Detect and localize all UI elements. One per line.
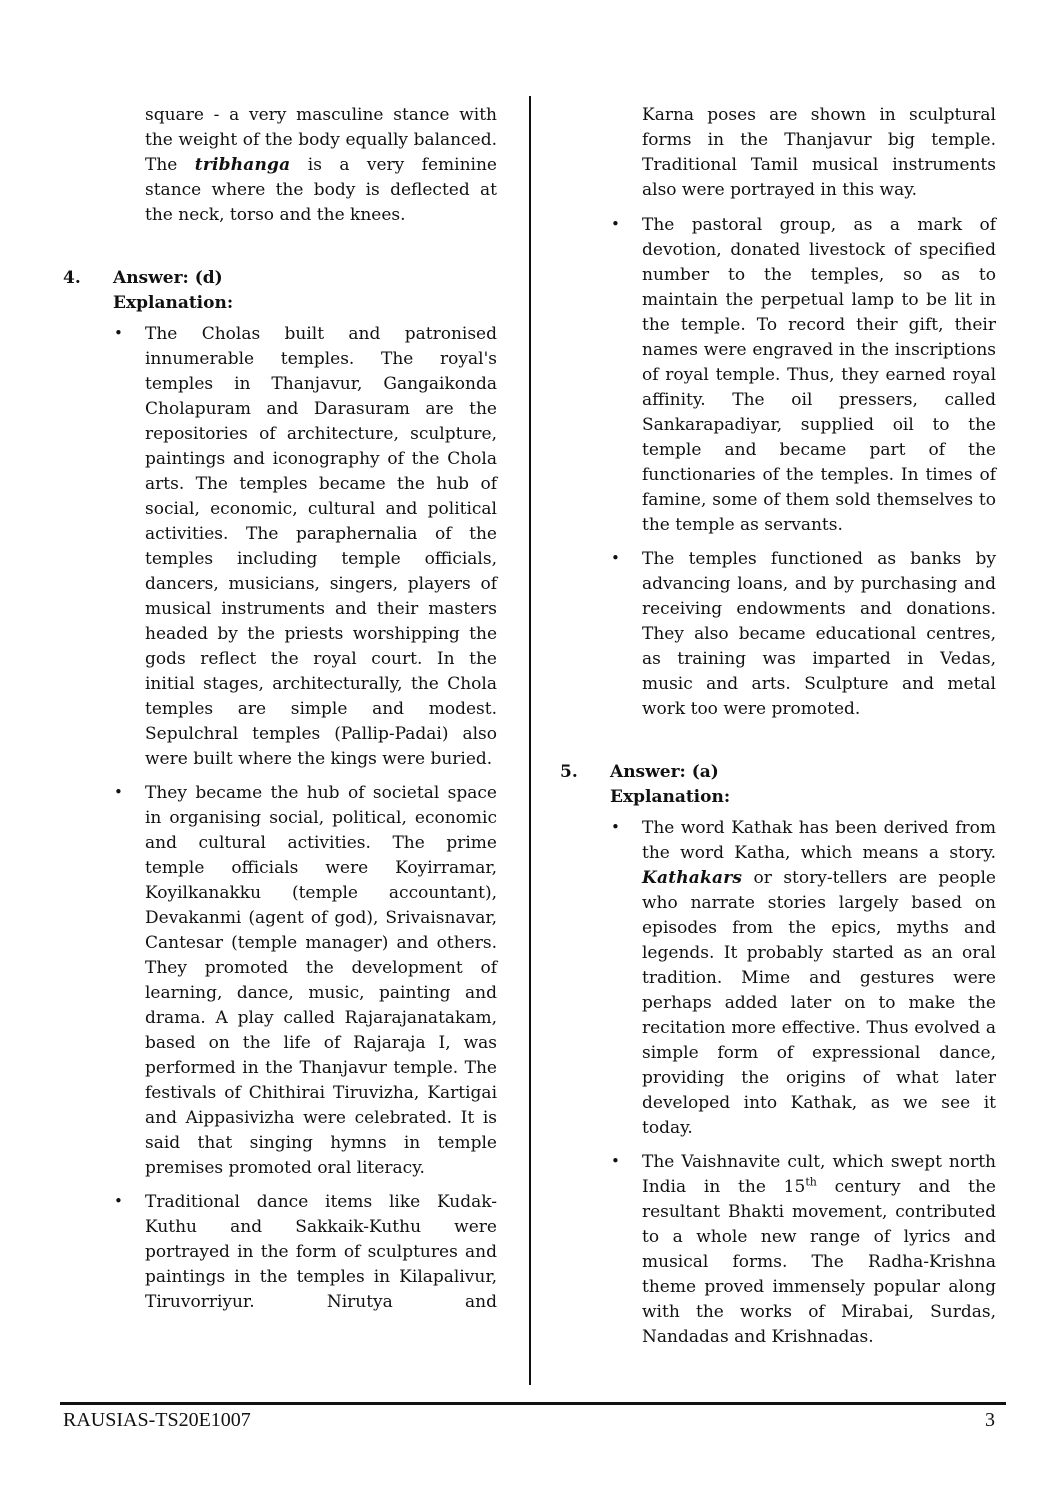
bullet-icon: • xyxy=(611,1152,620,1170)
continuation-paragraph: square - a very masculine stance with the weight of the body equally balanced. The tribhanga is a very feminine stance where the body is deflected at the neck, torso and the knees. xyxy=(145,105,497,225)
bullet-icon: • xyxy=(114,324,123,342)
left-column xyxy=(63,103,497,1315)
answer-label: Answer: (a) xyxy=(610,762,719,782)
answer-4-bullets xyxy=(63,322,497,1315)
bullet-text: The word Kathak has been derived from the word Katha, which means a story. Kathakars or story-tellers are people who narrate stories largely based on episodes from the epics, myths and legends. It probably started as an oral tradition. Mime and gestures were perhaps added later on to make the recitation more effective. Thus evolved a simple form of expressional dance, providing the origins of what later developed into Kathak, as we see it today. xyxy=(642,818,996,1138)
bullet-text: The pastoral group, as a mark of devotion, donated livestock of specified number to the temples, so as to maintain the perpetual lamp to be lit in the temple. To record their gift, their names were engraved in the inscriptions of royal temple. Thus, they earned royal affinity. The oil pressers, called Sankarapadiyar, supplied oil to the temple and became part of the functionaries of the temples. In times of famine, some of them sold themselves to the temple as servants. xyxy=(642,215,996,535)
footer-rule xyxy=(60,1402,1006,1405)
answer-5-bullets xyxy=(560,816,996,1350)
list-item xyxy=(560,816,996,1141)
bullet-icon: • xyxy=(114,1192,123,1210)
bullet-text: Traditional dance items like Kudak-Kuthu and Sakkaik-Kuthu were portrayed in the form of sculptures and paintings in the temples in Kilapalivur, Tiruvorriyur. Nirutya and xyxy=(145,1192,497,1312)
list-item xyxy=(63,1190,497,1315)
bullet-text: The temples functioned as banks by advancing loans, and by purchasing and receiving endowments and donations. They also became educational centres, as training was imparted in Vedas, music and arts. Sculpture and metal work too were promoted. xyxy=(642,549,996,719)
bullet-icon: • xyxy=(611,215,620,233)
bullet-text: They became the hub of societal space in organising social, political, economic and cultural activities. The prime temple officials were Koyirramar, Koyilkanakku (temple accountant), Devakanmi (agent of god), Srivaisnavar, Cantesar (temple manager) and others. They promoted the development of learning, dance, music, painting and drama. A play called Rajarajanatakam, based on the life of Rajaraja I, was performed in the Thanjavur temple. The festivals of Chithirai Tiruvizha, Kartigai and Aippasivizha were celebrated. It is said that singing hymns in temple premises promoted oral literacy. xyxy=(145,783,497,1178)
right-column xyxy=(560,103,996,1350)
continuation-paragraph: Karna poses are shown in sculptural forms in the Thanjavur big temple. Traditional Tamil musical instruments also were portrayed in this way. xyxy=(642,105,996,200)
explanation-label: Explanation: xyxy=(610,787,731,807)
footer-page-number: 3 xyxy=(985,1409,995,1431)
question-number: 5. xyxy=(560,762,578,782)
page-footer xyxy=(63,1408,995,1432)
bullet-icon: • xyxy=(114,783,123,801)
explanation-label: Explanation: xyxy=(113,293,234,313)
bullet-text: The Cholas built and patronised innumerable temples. The royal's temples in Thanjavur, Gangaikonda Cholapuram and Darasuram are the repositories of architecture, sculpture, paintings and iconography of the Chola arts. The temples became the hub of social, economic, cultural and political activities. The paraphernalia of the temples including temple officials, dancers, musicians, singers, players of musical instruments and their masters headed by the priests worshipping the gods reflect the royal court. In the initial stages, architecturally, the Chola temples are simple and modest. Sepulchral temples (Pallip-Padai) also were built where the kings were buried. xyxy=(145,324,497,769)
column-divider-line xyxy=(529,96,531,1385)
footer-document-code: RAUSIAS-TS20E1007 xyxy=(63,1409,251,1431)
list-item xyxy=(63,781,497,1181)
answer-label: Answer: (d) xyxy=(113,268,223,288)
bullet-icon: • xyxy=(611,549,620,567)
list-item xyxy=(63,322,497,772)
list-item xyxy=(560,547,996,722)
list-item xyxy=(560,213,996,538)
list-item xyxy=(560,1150,996,1350)
bullet-text: The Vaishnavite cult, which swept north India in the 15th century and the resultant Bhakti movement, contributed to a whole new range of lyrics and musical forms. The Radha-Krishna theme proved immensely popular along with the works of Mirabai, Surdas, Nandadas and Krishnadas. xyxy=(642,1152,996,1347)
answer-4-heading xyxy=(63,266,497,316)
question-number: 4. xyxy=(63,268,81,288)
answer-4-carryover-bullets xyxy=(560,213,996,722)
bullet-icon: • xyxy=(611,818,620,836)
answer-5-heading xyxy=(560,760,996,810)
